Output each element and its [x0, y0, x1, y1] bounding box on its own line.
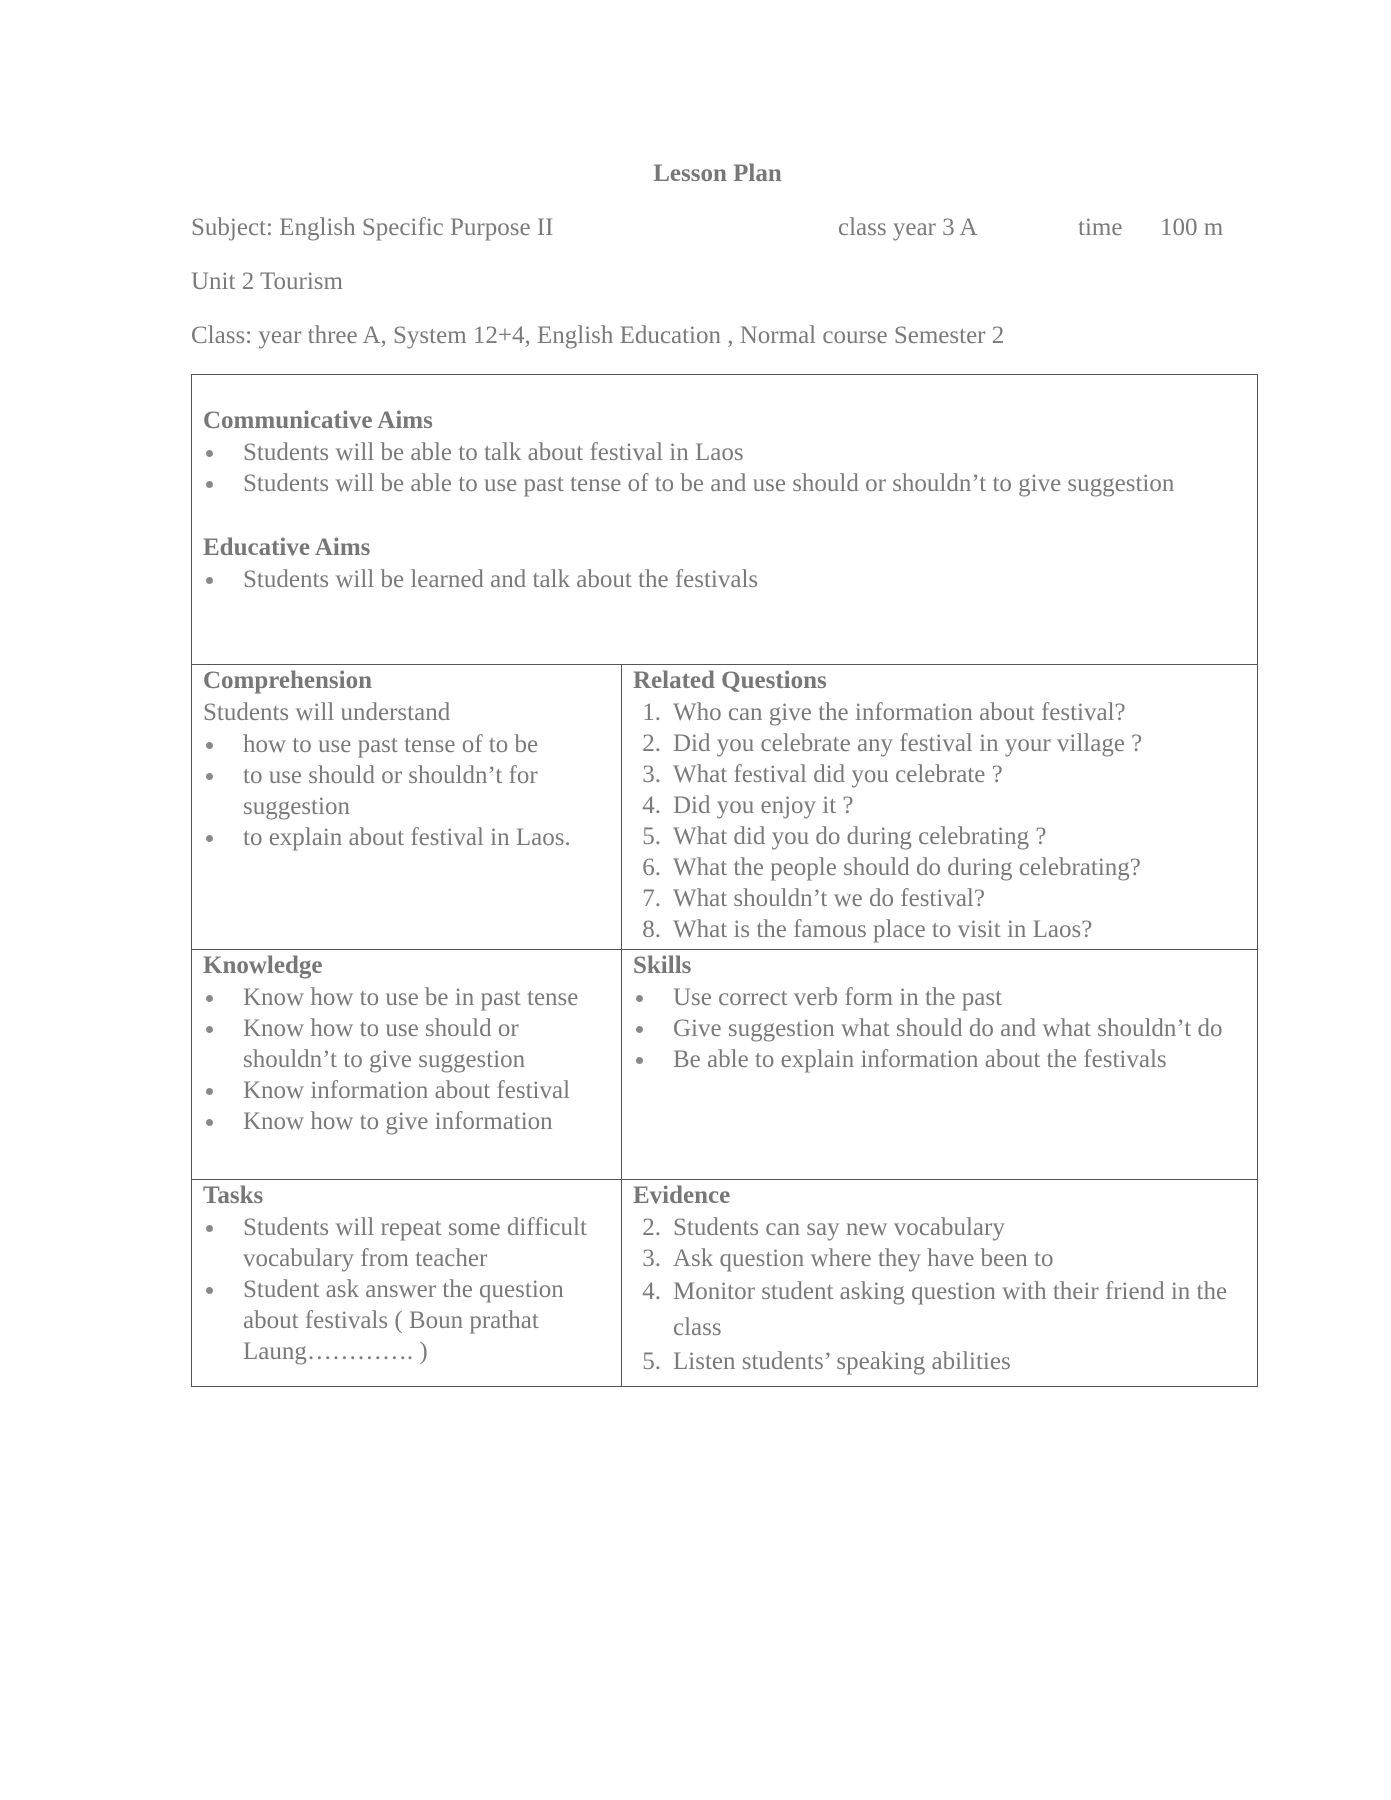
- list-item: how to use past tense of to be: [203, 729, 611, 760]
- subject-line: Subject: English Specific Purpose II: [191, 214, 554, 241]
- item-number: 8.: [642, 916, 661, 943]
- time-label: time: [1078, 214, 1123, 241]
- educative-aims-list: [203, 564, 1247, 595]
- item-text: What shouldn’t we do festival?: [673, 885, 985, 912]
- list-item: Students will be able to use past tense of to be and use should or shouldn’t to give suggestion: [203, 468, 1247, 499]
- item-text: What festival did you celebrate ?: [673, 761, 1003, 788]
- item-number: 3.: [642, 1245, 661, 1272]
- knowledge-cell: [192, 950, 622, 1179]
- skills-heading: Skills: [633, 952, 692, 979]
- evidence-list: [633, 1212, 1247, 1377]
- item-text: Who can give the information about festival?: [673, 699, 1126, 726]
- item-text: What is the famous place to visit in Laos?: [673, 916, 1093, 943]
- item-number: 6.: [642, 854, 661, 881]
- skills-cell: [622, 950, 1257, 1179]
- list-item: [633, 1346, 1247, 1377]
- tasks-list: [203, 1212, 611, 1367]
- list-item: to use should or shouldn’t for suggestion: [203, 760, 611, 822]
- list-item: Know how to use should or shouldn’t to give suggestion: [203, 1013, 611, 1075]
- comprehension-list: [203, 729, 611, 853]
- class-year: class year 3 A: [838, 214, 978, 241]
- item-number: 4.: [642, 1278, 661, 1305]
- list-item: Students will be learned and talk about the festivals: [203, 564, 1247, 595]
- knowledge-row: [192, 950, 1257, 1180]
- item-text: Did you enjoy it ?: [673, 792, 854, 819]
- list-item: Students will repeat some difficult vocabulary from teacher: [203, 1212, 611, 1274]
- list-item: [633, 914, 1247, 945]
- item-number: 1.: [642, 699, 661, 726]
- list-item: [633, 759, 1247, 790]
- related-questions-heading: Related Questions: [633, 667, 827, 694]
- class-info-line: Class: year three A, System 12+4, English Education , Normal course Semester 2: [191, 322, 1005, 349]
- item-text: Students can say new vocabulary: [673, 1214, 1005, 1241]
- list-item: [633, 821, 1247, 852]
- comprehension-row: [192, 665, 1257, 950]
- page-title: Lesson Plan: [653, 160, 782, 187]
- item-number: 4.: [642, 792, 661, 819]
- list-item: Be able to explain information about the festivals: [633, 1044, 1247, 1075]
- evidence-heading: Evidence: [633, 1182, 731, 1209]
- list-item: Know how to give information: [203, 1106, 611, 1137]
- item-number: 5.: [642, 1348, 661, 1375]
- evidence-cell: [622, 1180, 1257, 1386]
- related-questions-list: [633, 697, 1247, 945]
- list-item: [633, 1274, 1247, 1346]
- list-item: to explain about festival in Laos.: [203, 822, 611, 853]
- time-value: 100 m: [1160, 214, 1224, 241]
- list-item: Use correct verb form in the past: [633, 982, 1247, 1013]
- list-item: [633, 1212, 1247, 1243]
- item-number: 2.: [642, 1214, 661, 1241]
- tasks-cell: [192, 1180, 622, 1386]
- aims-section: [192, 375, 1257, 665]
- list-item: Know information about festival: [203, 1075, 611, 1106]
- comprehension-heading: Comprehension: [203, 667, 373, 694]
- list-item: [633, 883, 1247, 914]
- tasks-row: [192, 1180, 1257, 1386]
- tasks-heading: Tasks: [203, 1182, 264, 1209]
- list-item: Students will be able to talk about festival in Laos: [203, 437, 1247, 468]
- item-text: What the people should do during celebrating?: [673, 854, 1141, 881]
- educative-aims-heading: Educative Aims: [203, 534, 371, 561]
- communicative-aims-list: [203, 437, 1247, 499]
- list-item: Give suggestion what should do and what shouldn’t do: [633, 1013, 1247, 1044]
- list-item: [633, 790, 1247, 821]
- item-text: Did you celebrate any festival in your village ?: [673, 730, 1143, 757]
- list-item: Know how to use be in past tense: [203, 982, 611, 1013]
- list-item: Student ask answer the question about festivals ( Boun prathat Laung…………. ): [203, 1274, 611, 1367]
- item-text: Monitor student asking question with their friend in the class: [673, 1278, 1228, 1341]
- communicative-aims-heading: Communicative Aims: [203, 407, 433, 434]
- knowledge-heading: Knowledge: [203, 952, 323, 979]
- related-questions-cell: [622, 665, 1257, 949]
- skills-list: [633, 982, 1247, 1075]
- unit-line: Unit 2 Tourism: [191, 268, 343, 295]
- comprehension-intro: Students will understand: [203, 699, 451, 726]
- lesson-plan-table: [191, 374, 1258, 1387]
- item-number: 5.: [642, 823, 661, 850]
- item-number: 2.: [642, 730, 661, 757]
- list-item: [633, 728, 1247, 759]
- item-number: 3.: [642, 761, 661, 788]
- comprehension-cell: [192, 665, 622, 949]
- item-text: Listen students’ speaking abilities: [673, 1348, 1011, 1375]
- knowledge-list: [203, 982, 611, 1137]
- list-item: [633, 852, 1247, 883]
- list-item: [633, 1243, 1247, 1274]
- list-item: [633, 697, 1247, 728]
- item-number: 7.: [642, 885, 661, 912]
- item-text: What did you do during celebrating ?: [673, 823, 1047, 850]
- item-text: Ask question where they have been to: [673, 1245, 1054, 1272]
